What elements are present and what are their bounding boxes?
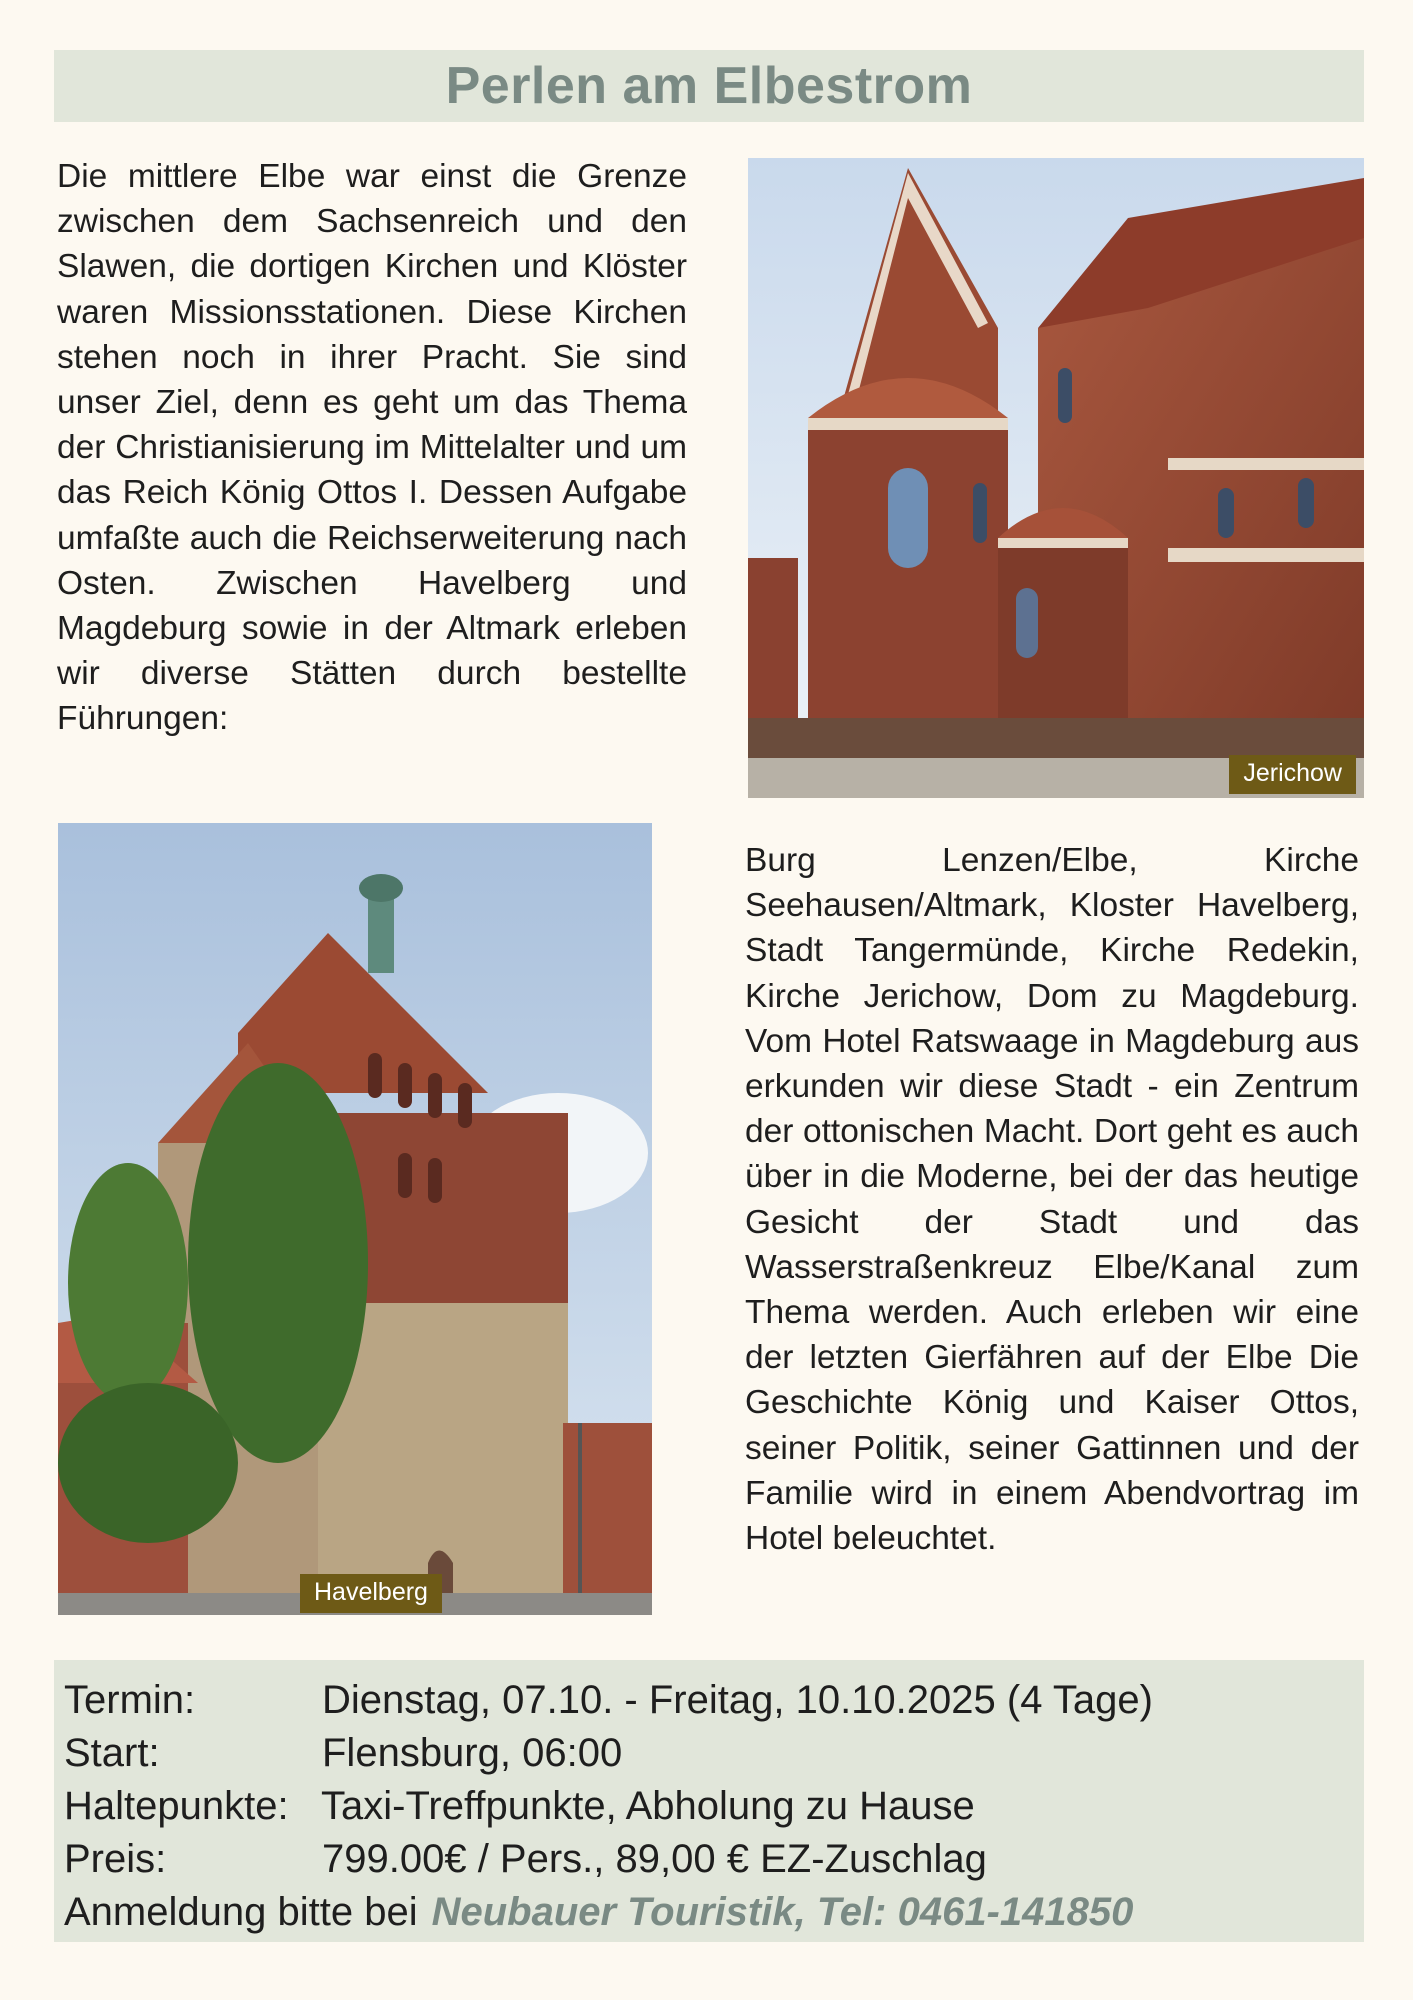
havelberg-cathedral-photo: [58, 823, 652, 1615]
date-row: [64, 1677, 1153, 1723]
date-label: Termin:: [64, 1678, 196, 1722]
title-banner: [54, 50, 1364, 122]
places-paragraph: Burg Lenzen/Elbe, Kirche Seehausen/Altmark, Kloster Havelberg, Stadt Tangermünde, Kirche Redekin, Kirche Jerichow, Dom zu Magdeburg. Vom Hotel Ratswaage in Magdeburg aus erkunden wir diese Stadt - ein Zentrum der ottonischen Macht. Dort geht es auch über in die Moderne, bei der das heutige Gesicht der Stadt und das Wasserstraßenkreuz Elbe/Kanal zum Thema werden. Auch erleben wir eine der letzten Gierfähren auf der Elbe Die Geschichte König und Kaiser Ottos, seiner Politik, seiner Gattinnen und der Familie wird in einem Abendvortrag im Hotel beleuchtet.: [745, 842, 1359, 1558]
date-value: Dienstag, 07.10. - Freitag, 10.10.2025 (4 Tage): [322, 1678, 1153, 1722]
stops-value: Taxi-Treffpunkte, Abholung zu Hause: [321, 1784, 975, 1828]
start-row: [64, 1730, 623, 1776]
start-label: Start:: [64, 1731, 160, 1775]
booking-company: Neubauer Touristik, Tel: 0461-141850: [431, 1890, 1134, 1934]
jerichow-church-photo: [748, 158, 1364, 798]
booking-label: Anmeldung bitte bei: [64, 1890, 418, 1934]
booking-row: [64, 1889, 1133, 1935]
jerichow-caption: Jerichow: [1229, 755, 1356, 794]
price-label: Preis:: [64, 1837, 167, 1881]
stops-row: [64, 1783, 975, 1829]
price-value: 799.00€ / Pers., 89,00 € EZ-Zuschlag: [322, 1837, 987, 1881]
trip-info-box: [54, 1660, 1364, 1942]
start-value: Flensburg, 06:00: [322, 1731, 623, 1775]
price-row: [64, 1836, 987, 1882]
page-title: Perlen am Elbestrom: [445, 57, 973, 115]
stops-label: Haltepunkte:: [64, 1784, 289, 1828]
intro-paragraph: Die mittlere Elbe war einst die Grenze zwischen dem Sachsenreich und den Slawen, die dortigen Kirchen und Klöster waren Missionsstationen. Diese Kirchen stehen noch in ihrer Pracht. Sie sind unser Ziel, denn es geht um das Thema der Christianisierung im Mittelalter und um das Reich König Ottos I. Dessen Aufgabe umfaßte auch die Reichserweiterung nach Osten. Zwischen Havelberg und Magdeburg sowie in der Altmark erleben wir diverse Stätten durch bestellte Führungen:: [57, 158, 687, 738]
havelberg-caption: Havelberg: [300, 1574, 442, 1613]
